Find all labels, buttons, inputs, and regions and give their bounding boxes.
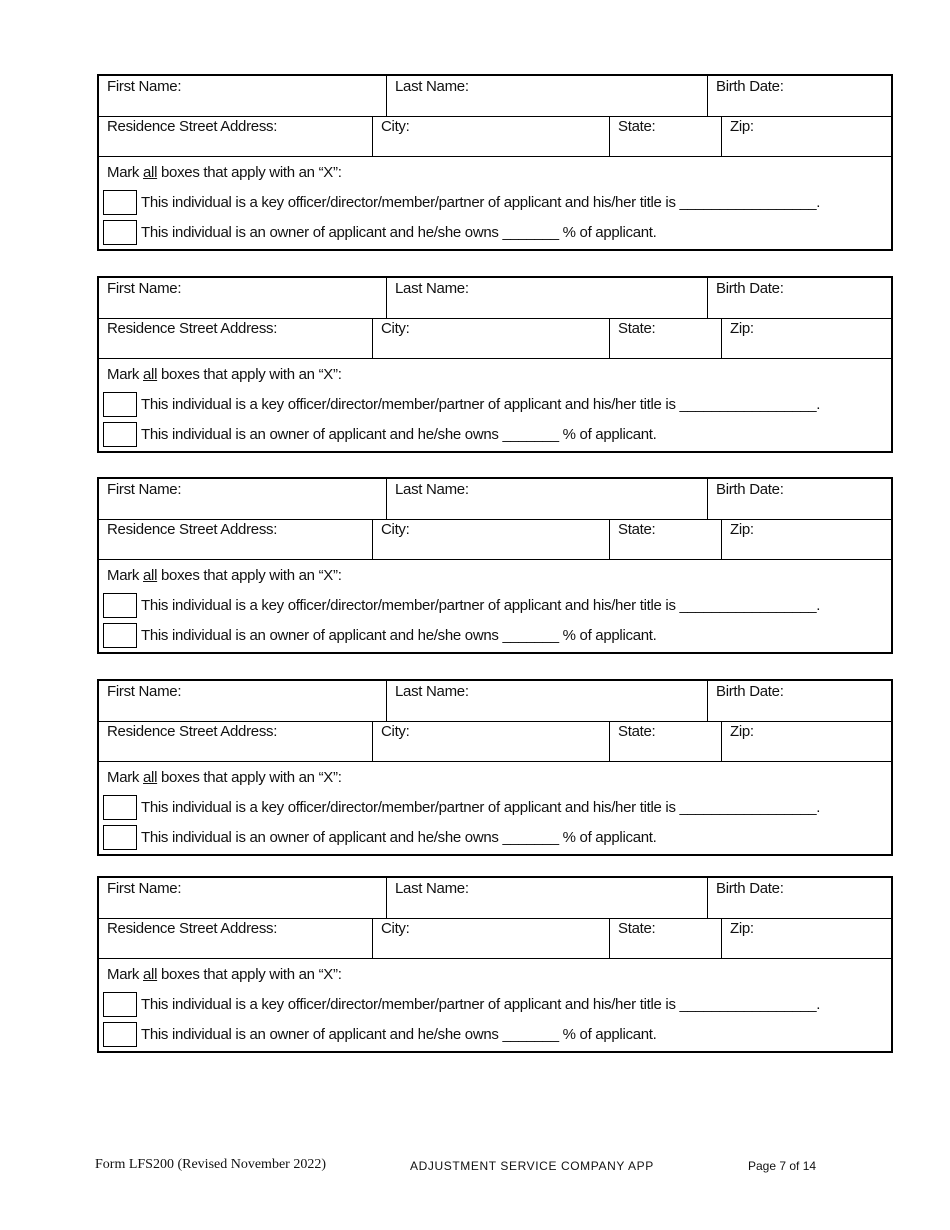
name-row [99,278,891,319]
owner-option-text: This individual is an owner of applicant and he/she owns _______ % of applicant. [141,627,657,644]
owner-checkbox[interactable] [103,1022,137,1047]
page-number: Page 7 of 14 [748,1159,817,1173]
individual-block [97,74,893,251]
last-name-label: Last Name: [395,683,469,700]
zip-field[interactable] [721,918,893,958]
last-name-label: Last Name: [395,78,469,95]
birth-date-field[interactable] [707,878,893,918]
all-emphasis: all [143,164,158,181]
address-row [99,116,891,157]
individual-block [97,876,893,1053]
city-label: City: [381,723,410,740]
zip-label: Zip: [730,118,754,135]
owner-option [103,1022,891,1048]
zip-label: Zip: [730,521,754,538]
birth-date-field[interactable] [707,76,893,116]
owner-option-text: This individual is an owner of applicant and he/she owns _______ % of applicant. [141,426,657,443]
state-label: State: [618,521,656,538]
all-emphasis: all [143,366,158,383]
state-label: State: [618,920,656,937]
officer-option [103,593,891,619]
individual-block [97,276,893,453]
city-field[interactable] [372,721,609,761]
first-name-label: First Name: [107,683,182,700]
last-name-label: Last Name: [395,880,469,897]
form-title: ADJUSTMENT SERVICE COMPANY APP [410,1159,654,1173]
first-name-label: First Name: [107,880,182,897]
address-row [99,318,891,359]
first-name-label: First Name: [107,280,182,297]
first-name-field[interactable] [99,878,386,918]
role-section [99,158,891,249]
city-label: City: [381,521,410,538]
street-address-field[interactable] [99,116,372,156]
officer-option [103,392,891,418]
role-section [99,763,891,854]
owner-checkbox[interactable] [103,422,137,447]
owner-option-text: This individual is an owner of applicant and he/she owns _______ % of applicant. [141,1026,657,1043]
city-field[interactable] [372,116,609,156]
last-name-label: Last Name: [395,481,469,498]
birth-date-label: Birth Date: [716,880,784,897]
officer-checkbox[interactable] [103,992,137,1017]
officer-checkbox[interactable] [103,795,137,820]
first-name-label: First Name: [107,78,182,95]
officer-option-text: This individual is a key officer/director/member/partner of applicant and his/her title is _________________. [141,396,821,413]
zip-field[interactable] [721,318,893,358]
last-name-field[interactable] [386,681,707,721]
street-address-label: Residence Street Address: [107,118,278,135]
first-name-label: First Name: [107,481,182,498]
last-name-field[interactable] [386,76,707,116]
mark-instruction: Mark all boxes that apply with an “X”: [107,164,342,181]
owner-checkbox[interactable] [103,220,137,245]
individual-block [97,679,893,856]
owner-checkbox[interactable] [103,623,137,648]
officer-checkbox[interactable] [103,593,137,618]
address-row [99,721,891,762]
owner-option-text: This individual is an owner of applicant and he/she owns _______ % of applicant. [141,829,657,846]
street-address-field[interactable] [99,519,372,559]
role-section [99,960,891,1051]
birth-date-field[interactable] [707,278,893,318]
last-name-field[interactable] [386,479,707,519]
address-row [99,918,891,959]
state-field[interactable] [609,721,721,761]
officer-option-text: This individual is a key officer/director/member/partner of applicant and his/her title is _________________. [141,996,821,1013]
first-name-field[interactable] [99,278,386,318]
last-name-field[interactable] [386,878,707,918]
state-label: State: [618,320,656,337]
officer-option [103,795,891,821]
street-address-label: Residence Street Address: [107,320,278,337]
owner-option [103,825,891,851]
address-row [99,519,891,560]
role-section [99,561,891,652]
first-name-field[interactable] [99,681,386,721]
all-emphasis: all [143,966,158,983]
birth-date-label: Birth Date: [716,78,784,95]
owner-option [103,623,891,649]
state-field[interactable] [609,318,721,358]
officer-checkbox[interactable] [103,392,137,417]
birth-date-label: Birth Date: [716,683,784,700]
officer-option-text: This individual is a key officer/director/member/partner of applicant and his/her title is _________________. [141,597,821,614]
city-field[interactable] [372,918,609,958]
name-row [99,878,891,919]
state-field[interactable] [609,519,721,559]
state-field[interactable] [609,116,721,156]
zip-field[interactable] [721,519,893,559]
mark-instruction: Mark all boxes that apply with an “X”: [107,567,342,584]
street-address-label: Residence Street Address: [107,521,278,538]
officer-option-text: This individual is a key officer/director/member/partner of applicant and his/her title is _________________. [141,194,821,211]
all-emphasis: all [143,567,158,584]
zip-field[interactable] [721,116,893,156]
street-address-field[interactable] [99,318,372,358]
birth-date-label: Birth Date: [716,481,784,498]
name-row [99,479,891,520]
city-field[interactable] [372,318,609,358]
officer-option-text: This individual is a key officer/director/member/partner of applicant and his/her title is _________________. [141,799,821,816]
last-name-label: Last Name: [395,280,469,297]
role-section [99,360,891,451]
owner-option-text: This individual is an owner of applicant and he/she owns _______ % of applicant. [141,224,657,241]
city-field[interactable] [372,519,609,559]
state-label: State: [618,723,656,740]
officer-checkbox[interactable] [103,190,137,215]
individual-block [97,477,893,654]
form-number: Form LFS200 (Revised November 2022) [95,1157,326,1172]
zip-label: Zip: [730,920,754,937]
name-row [99,76,891,117]
zip-field[interactable] [721,721,893,761]
mark-instruction: Mark all boxes that apply with an “X”: [107,966,342,983]
first-name-field[interactable] [99,76,386,116]
street-address-field[interactable] [99,918,372,958]
all-emphasis: all [143,769,158,786]
city-label: City: [381,320,410,337]
birth-date-field[interactable] [707,681,893,721]
street-address-label: Residence Street Address: [107,723,278,740]
street-address-label: Residence Street Address: [107,920,278,937]
owner-option [103,422,891,448]
name-row [99,681,891,722]
owner-option [103,220,891,246]
state-label: State: [618,118,656,135]
owner-checkbox[interactable] [103,825,137,850]
officer-option [103,992,891,1018]
state-field[interactable] [609,918,721,958]
first-name-field[interactable] [99,479,386,519]
mark-instruction: Mark all boxes that apply with an “X”: [107,769,342,786]
city-label: City: [381,118,410,135]
zip-label: Zip: [730,320,754,337]
officer-option [103,190,891,216]
birth-date-field[interactable] [707,479,893,519]
city-label: City: [381,920,410,937]
zip-label: Zip: [730,723,754,740]
birth-date-label: Birth Date: [716,280,784,297]
last-name-field[interactable] [386,278,707,318]
street-address-field[interactable] [99,721,372,761]
mark-instruction: Mark all boxes that apply with an “X”: [107,366,342,383]
